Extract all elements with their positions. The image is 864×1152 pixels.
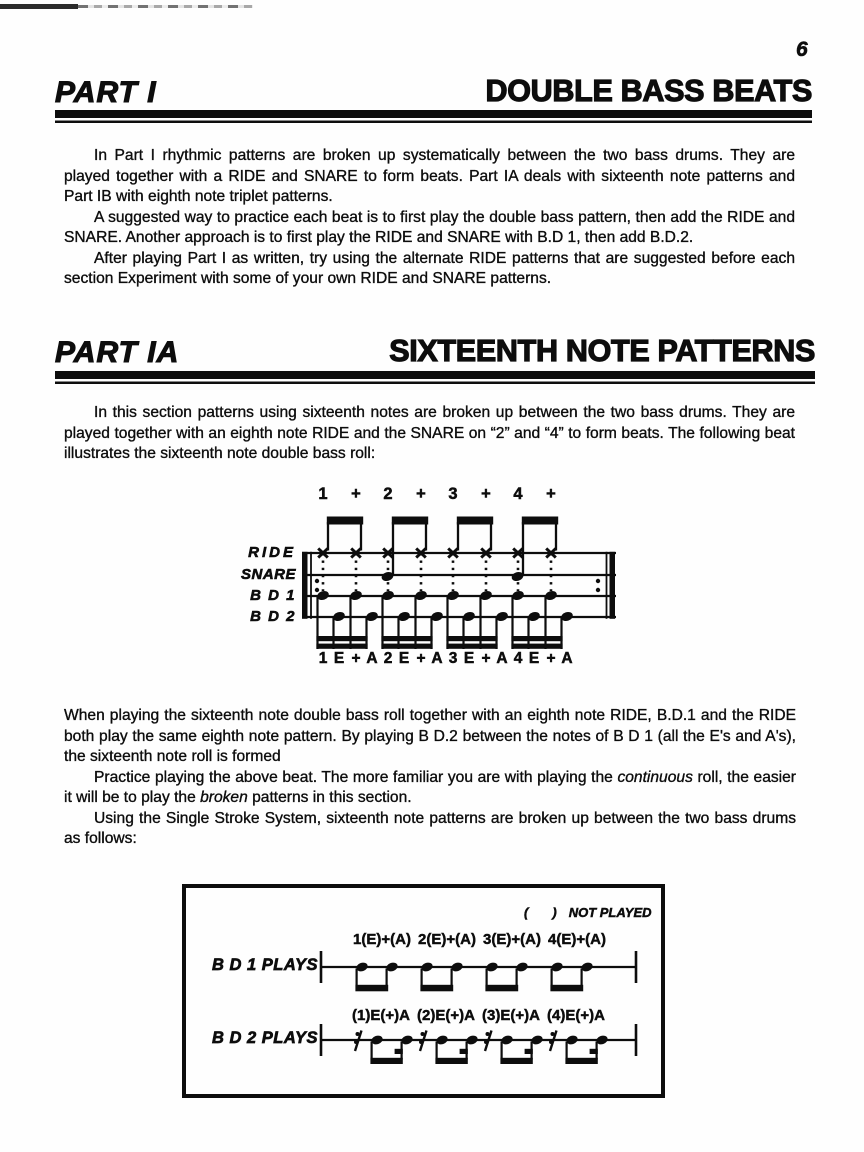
beat-count: + xyxy=(481,650,491,667)
paragraph: After playing Part I as written, try using the alternate RIDE patterns that are suggested before each section Experiment with some of your own RIDE and SNARE patterns. xyxy=(64,249,795,287)
part1a-title: SIXTEENTH NOTE PATTERNS xyxy=(389,334,815,368)
bd1-count: 2(E)+(A) xyxy=(418,931,476,948)
beat-count: 1 xyxy=(318,485,328,503)
legend-close-paren: ) xyxy=(552,905,557,920)
beat-count: + xyxy=(416,485,426,503)
beat-count: 1 xyxy=(318,650,328,667)
beat-count: E xyxy=(528,650,540,667)
beat-count: + xyxy=(546,650,556,667)
part1a-rule xyxy=(55,371,815,384)
italic-run: continuous xyxy=(617,768,693,786)
bd2-count: (2)E(+)A xyxy=(417,1007,475,1024)
beat-count: 3 xyxy=(448,485,458,503)
bd2-plays-label: B D 2 PLAYS xyxy=(212,1029,319,1047)
beat-count: A xyxy=(366,650,378,667)
bd1-plays-label: B D 1 PLAYS xyxy=(212,956,319,974)
text-run: roll, the easier it will be to play the xyxy=(64,768,796,806)
instrument-label-bd2: B D 2 xyxy=(250,608,296,625)
not-played-legend xyxy=(524,905,652,920)
paragraph: When playing the sixteenth note double bass roll together with an eighth note RIDE, B.D.1 and the RIDE both play the same eighth note pattern. By playing B D.2 between the notes of B D 1 (all the E's and A's), the sixteenth note roll is formed xyxy=(64,707,796,765)
paragraph: Using the Single Stroke System, sixteenth note patterns are broken up between the two bass drums as follows: xyxy=(64,809,796,847)
beat-count: + xyxy=(416,650,426,667)
beat-count: A xyxy=(431,650,443,667)
bd1-count: 4(E)+(A) xyxy=(548,931,606,948)
beat-count: E xyxy=(333,650,345,667)
instrument-label-snare: SNARE xyxy=(240,566,296,583)
instrument-label-ride: RIDE xyxy=(248,544,296,561)
beat-count: + xyxy=(481,485,491,503)
roll-notation-graphic xyxy=(288,500,636,675)
discussion-text-block xyxy=(64,706,796,850)
legend-label: NOT PLAYED xyxy=(568,905,652,920)
paragraph: In Part I rhythmic patterns are broken up systematically between the two bass drums. They are played together with a RIDE and SNARE to form beats. Part IA deals with sixteenth note patterns and Part IB with eighth note triplet patterns. xyxy=(64,147,795,205)
beat-count: A xyxy=(561,650,573,667)
beat-count: + xyxy=(351,485,361,503)
part1-text-block xyxy=(64,146,795,290)
paragraph xyxy=(64,768,796,809)
legend-open-paren: ( xyxy=(524,905,529,920)
bd2-count: (1)E(+)A xyxy=(352,1007,410,1024)
bd1-count: 1(E)+(A) xyxy=(353,931,411,948)
beat-count: 3 xyxy=(448,650,458,667)
beat-count: + xyxy=(351,650,361,667)
text-run: Practice playing the above beat. The more familiar you are with playing the xyxy=(94,768,618,786)
paragraph: In this section patterns using sixteenth notes are broken up between the two bass drums. They are played together with an eighth note RIDE and the SNARE on “2” and “4” to form beats. The following beat illustrates the sixteenth note double bass roll: xyxy=(64,404,795,462)
part1a-intro-block xyxy=(64,403,795,465)
beat-count: A xyxy=(496,650,508,667)
part1-title: DOUBLE BASS BEATS xyxy=(485,74,812,108)
part1a-label: PART IA xyxy=(55,336,180,369)
beat-count: + xyxy=(546,485,556,503)
bd2-count: (3)E(+)A xyxy=(482,1007,540,1024)
bd1-count: 3(E)+(A) xyxy=(483,931,541,948)
page-number: 6 xyxy=(796,38,808,61)
scan-artifact-dashes xyxy=(78,5,253,8)
paragraph: A suggested way to practice each beat is to first play the double bass pattern, then add the RIDE and SNARE. Another approach is to first play the RIDE and SNARE with B.D 1, then add B.D.2. xyxy=(64,208,795,246)
beat-count: 4 xyxy=(513,650,523,667)
bd2-count: (4)E(+)A xyxy=(547,1007,605,1024)
beat-count: 2 xyxy=(383,650,393,667)
italic-run: broken xyxy=(200,789,248,806)
beat-count: E xyxy=(463,650,475,667)
part1-label: PART I xyxy=(55,76,157,109)
beat-count: E xyxy=(398,650,410,667)
scan-artifact xyxy=(0,4,78,9)
beat-count: 2 xyxy=(383,485,393,503)
beat-count: 4 xyxy=(513,485,523,503)
instrument-label-bd1: B D 1 xyxy=(250,587,296,604)
part1-rule xyxy=(55,110,812,123)
text-run: patterns in this section. xyxy=(247,789,412,806)
